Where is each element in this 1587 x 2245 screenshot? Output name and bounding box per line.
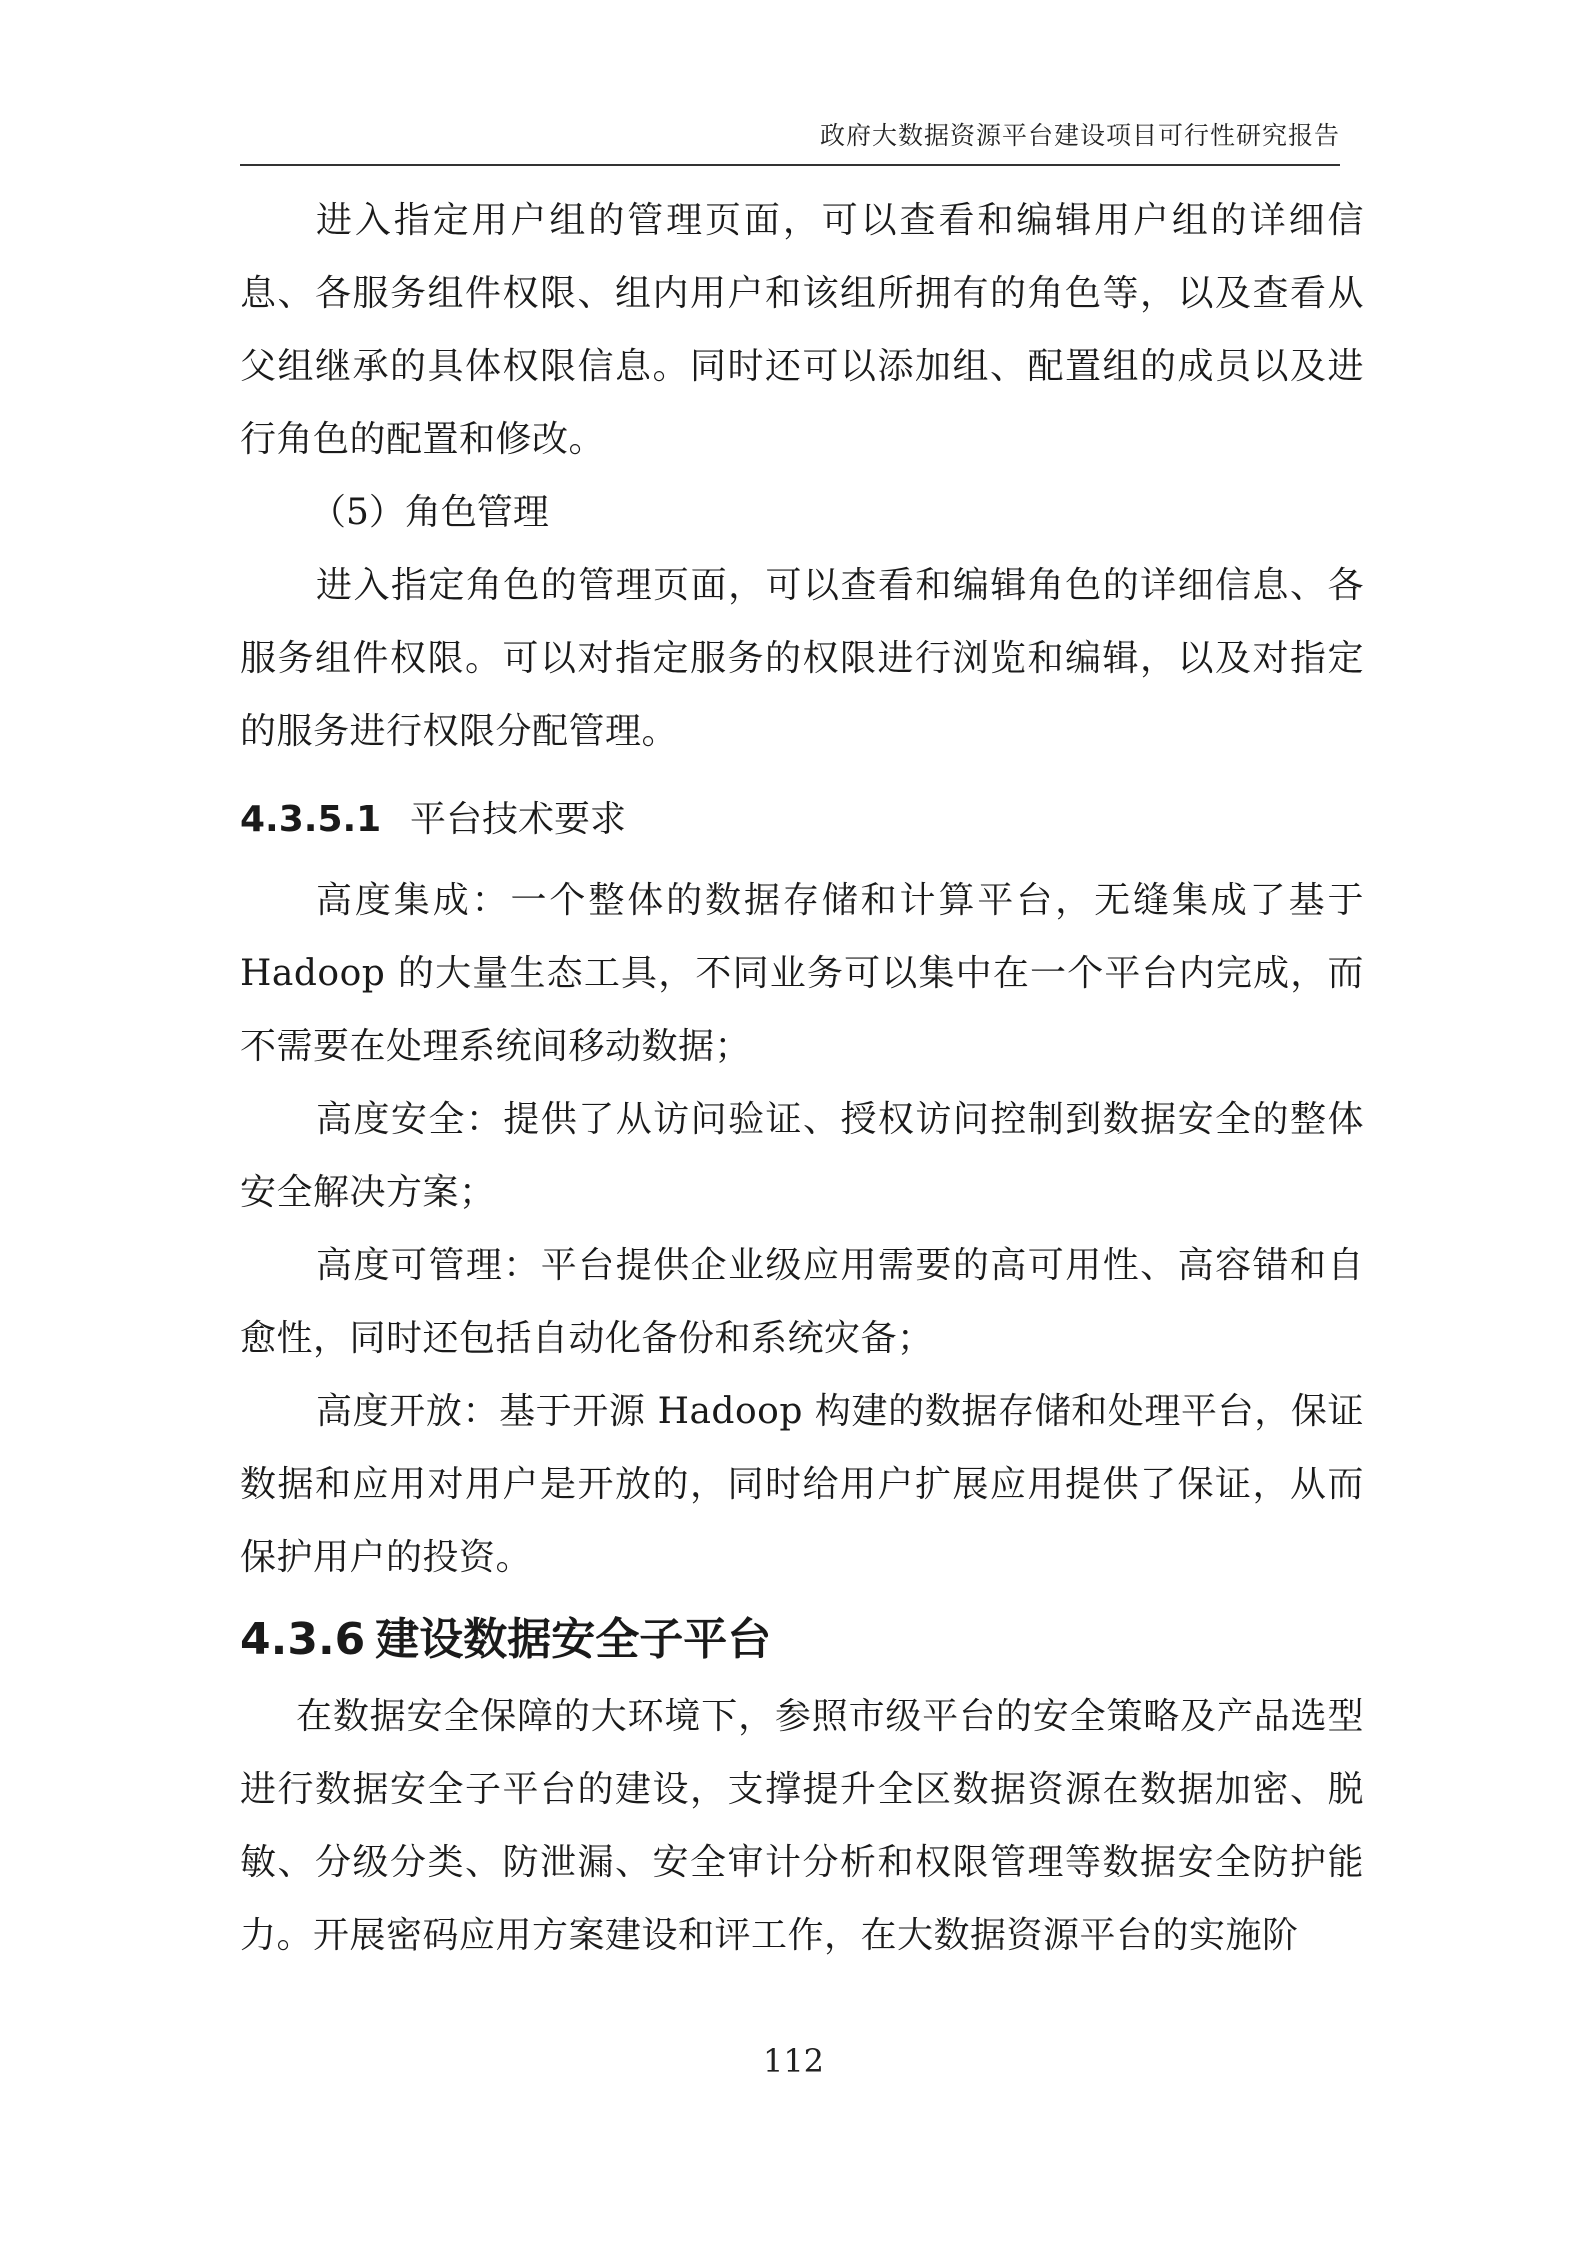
paragraph-data-security-platform: 在数据安全保障的大环境下，参照市级平台的安全策略及产品选型进行数据安全子平台的建设，支撑提升全区数据资源在数据加密、脱敏、分级分类、防泄漏、安全审计分析和权限管理等数据安全防护能力。开展密码应用方案建设和评工作，在大数据资源平台的实施阶	[240, 1696, 1364, 1956]
paragraph-high-manageability: 高度可管理：平台提供企业级应用需要的高可用性、高容错和自愈性，同时还包括自动化备份和系统灾备；	[240, 1245, 1364, 1359]
section-heading-436	[240, 1606, 1364, 1674]
paragraph-high-integration: 高度集成：一个整体的数据存储和计算平台，无缝集成了基于Hadoop 的大量生态工具，不同业务可以集中在一个平台内完成，而不需要在处理系统间移动数据；	[240, 880, 1364, 1067]
page-number: 112	[762, 2042, 825, 2080]
section-number: 4.3.6	[240, 1614, 366, 1665]
paragraph-high-openness: 高度开放：基于开源 Hadoop 构建的数据存储和处理平台，保证数据和应用对用户是开放的，同时给用户扩展应用提供了保证，从而保护用户的投资。	[240, 1391, 1364, 1578]
header-title: 政府大数据资源平台建设项目可行性研究报告	[819, 121, 1340, 150]
section-title: 平台技术要求	[410, 799, 627, 840]
section-heading-4351	[240, 790, 1364, 850]
list-item-role-management-title: （5）角色管理	[310, 492, 549, 533]
section-title: 建设数据安全子平台	[375, 1614, 772, 1665]
document-body	[240, 184, 1364, 1972]
paragraph-high-security: 高度安全：提供了从访问验证、授权访问控制到数据安全的整体安全解决方案；	[240, 1099, 1364, 1213]
paragraph-user-group-management: 进入指定用户组的管理页面，可以查看和编辑用户组的详细信息、各服务组件权限、组内用户和该组所拥有的角色等，以及查看从父组继承的具体权限信息。同时还可以添加组、配置组的成员以及进行角色的配置和修改。	[240, 200, 1364, 460]
page-header	[240, 108, 1340, 166]
section-number: 4.3.5.1	[240, 799, 382, 840]
paragraph-role-management: 进入指定角色的管理页面，可以查看和编辑角色的详细信息、各服务组件权限。可以对指定服务的权限进行浏览和编辑，以及对指定的服务进行权限分配管理。	[240, 565, 1364, 752]
